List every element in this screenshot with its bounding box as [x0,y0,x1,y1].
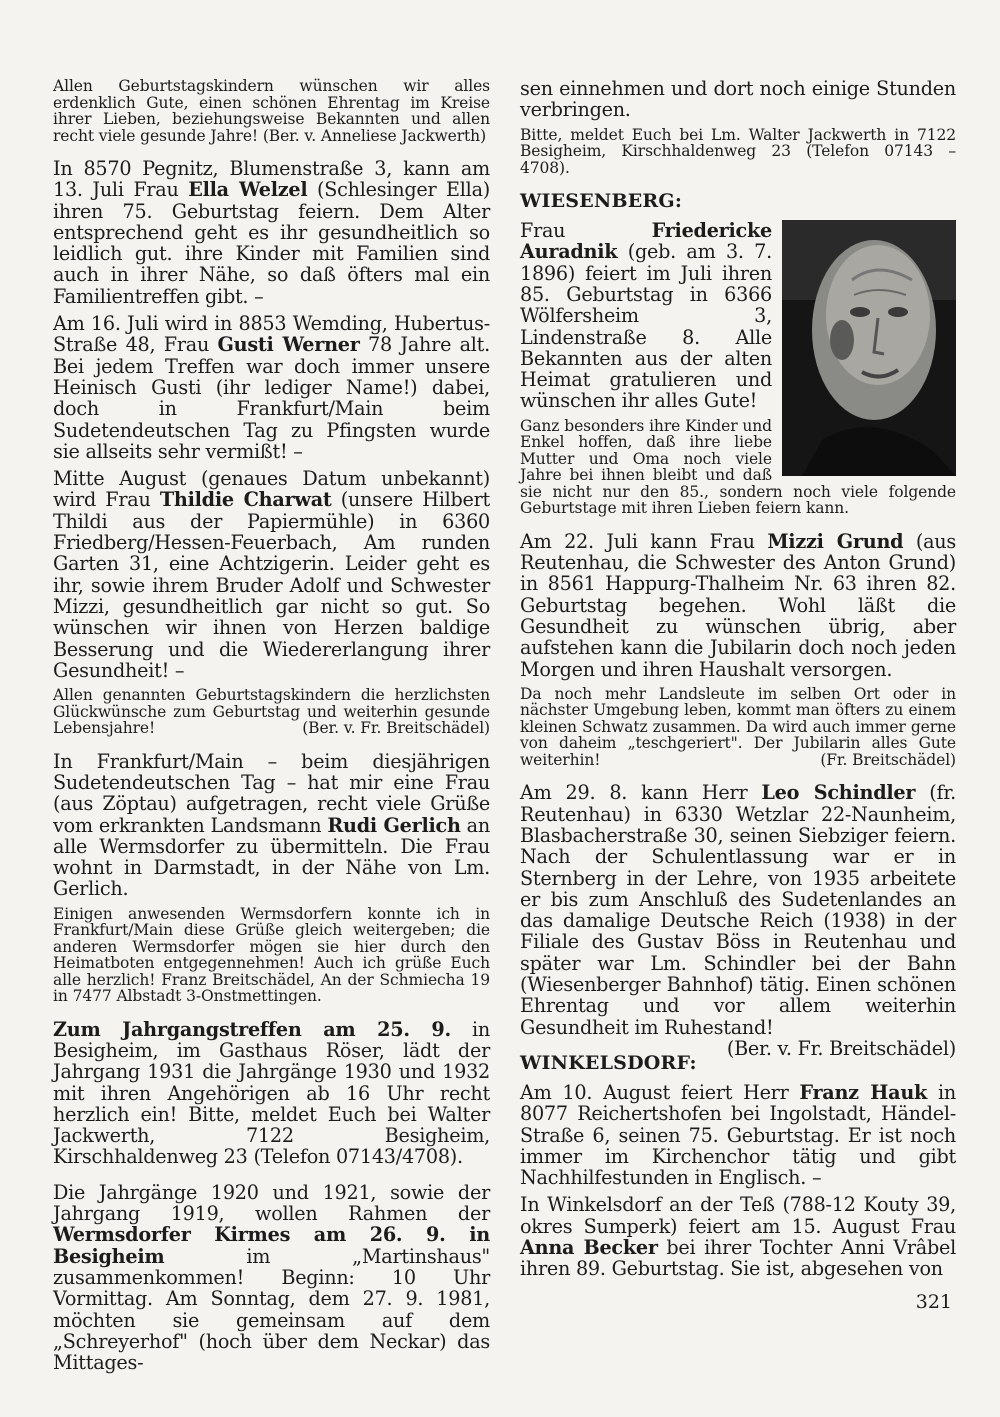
name-friedericke-auradnik: Friedericke Auradnik [520,219,772,264]
entry-leo-schindler: Am 29. 8. kann Herr Leo Schindler (fr. Reutenhau) in 6330 Wetzlar 22-Naunheim, Blasbacherstraße 30, seinen Siebziger feiern. Nach der Schulentlassung war er in Sternberg in der Lehre, von 1935 arbeitete er bis zum Anschluß des Sudetenlandes an das damalige Deutsche Reich (1938) in der Filiale des Gustav Böss in Reutenhau und später war Lm. Schindler bei der Bahn (Wiesenberger Bahnhof) tätig. Einen schönen Ehrentag und vor allem weiterhin Gesundheit im Ruhestand! (Ber. v. Fr. Breitschädel) [520,781,956,1060]
entry-mizzi-grund: Am 22. Juli kann Frau Mizzi Grund (aus Reutenhau, die Schwester des Anton Grund) in 8561 Happurg-Thalheim Nr. 63 ihren 82. Geburtstag begehen. Wohl läßt die Gesundheit zu wünschen übrig, aber aufstehen kann die Jubilarin doch noch jeden Morgen und ihren Haushalt versorgen. [520,529,956,681]
jahrgangstreffen-heading: Zum Jahrgangstreffen am 25. 9. [53,1017,451,1041]
greeting-paragraph: Allen genannten Geburtstagskindern die herzlichsten Glückwünsche zum Geburtstag und weiterhin gesunde Lebensjahre! (Ber. v. Fr. Breitschädel) [53,686,490,738]
entry-rudi-gerlich: In Frankfurt/Main – beim diesjährigen Sudetendeutschen Tag – hat mir eine Frau (aus Zöptau) aufgetragen, recht viele Grüße vom erkrankten Landsmann Rudi Gerlich an alle Wermsdorfer zu übermitteln. Die Frau wohnt in Darmstadt, in der Nähe von Lm. Gerlich. [53,749,490,901]
signature: (Ber. v. Fr. Breitschädel) [726,1036,956,1060]
family-wishes-note: Ganz besonders ihre Kinder und Enkel hoffen, daß ihre liebe Mutter und Oma noch viele Jahre bei ihnen bleibt und daß sie nicht nur den 85., sondern noch viele folgende Geburtstage mit ihren Lieben feiern kann. [520,416,956,518]
name-mizzi-grund: Mizzi Grund [767,529,904,553]
name-leo-schindler: Leo Schindler [761,781,916,805]
entry-anna-becker: In Winkelsdorf an der Teß (788-12 Kouty 39, okres Sumperk) feiert am 15. August Frau Anna Becker bei ihrer Tochter Anni Vrâbel ihren 89. Geburtstag. Sie ist, abgesehen von [520,1193,956,1281]
section-heading-wiesenberg: WIESENBERG: [520,190,683,213]
continued-paragraph: sen einnehmen und dort noch einige Stunden verbringen. [520,77,956,122]
name-ella-welzel: Ella Welzel [188,178,308,202]
page-number: 321 [915,1291,952,1313]
name-rudi-gerlich: Rudi Gerlich [327,813,461,837]
right-column [520,78,956,1286]
greetings-note: Einigen anwesenden Wermsdorfern konnte ich in Frankfurt/Main diese Grüße gleich weitergeben; die anderen Wermsdorfer mögen sie hier durch den Heimatboten entgegennehmen! Auch ich grüße Euch alle herzlich! Franz Breitschädel, An der Schmiecha 19 in 7477 Albstadt 3-Onstmettingen. [53,904,490,1006]
signature: (Ber. v. Fr. Breitschädel) [302,719,490,738]
kirmes-heading: Wermsdorfer Kirmes am 26. 9. in Besigheim [53,1223,490,1268]
neighbours-note: Da noch mehr Landsleute im selben Ort oder in nächster Umgebung leben, kommt man öfters zu einem kleinen Schwatz zusammen. Da wird auch immer gerne von daheim „teschgeriert". Der Jubilarin alles Gute weiterhin! (Fr. Breitschädel) [520,684,956,769]
name-franz-hauk: Franz Hauk [799,1080,928,1104]
contact-note: Bitte, meldet Euch bei Lm. Walter Jackwerth in 7122 Besigheim, Kirschhaldenweg 23 (Telefon 07143 – 4708). [520,125,956,177]
entry-friedericke-auradnik: Frau Friedericke Auradnik (geb. am 3. 7. 1896) feiert im Juli ihren 85. Geburtstag in 6366 Wölfersheim 3, Lindenstraße 8. Alle Bekannten aus der alten Heimat gratulieren und wünschen ihr alles Gute! [520,219,772,413]
left-column [53,78,490,1379]
kirmes-notice: Die Jahrgänge 1920 und 1921, sowie der Jahrgang 1919, wollen Rahmen der Wermsdorfer Kirmes am 26. 9. in Besigheim im „Martinshaus" zusammenkommen! Beginn: 10 Uhr Vormittag. Am Sonntag, dem 27. 9. 1981, möchten sie gemeinsam auf dem „Schreyerhof" (hoch über dem Neckar) das Mittages- [53,1180,490,1375]
jahrgangstreffen-notice: Zum Jahrgangstreffen am 25. 9. in Besigheim, im Gasthaus Röser, lädt der Jahrgang 1931 die Jahrgänge 1930 und 1932 mit ihren Angehörigen ab 16 Uhr recht herzlich ein! Bitte, meldet Euch bei Walter Jackwerth, 7122 Besigheim, Kirschhaldenweg 23 (Telefon 07143/4708). [53,1017,490,1169]
name-anna-becker: Anna Becker [520,1235,658,1259]
signature: (Fr. Breitschädel) [820,750,956,769]
section-heading-winkelsdorf: WINKELSDORF: [520,1051,697,1074]
entry-gusti-werner: Am 16. Juli wird in 8853 Wemding, Hubertus-Straße 48, Frau Gusti Werner 78 Jahre alt. Bei jedem Treffen war doch immer unsere Heinisch Gusti (ihr lediger Name!) dabei, doch in Frankfurt/Main beim Sudetendeutschen Tag zu Pfingsten wurde sie allseits sehr vermißt! – [53,312,490,463]
entry-ella-welzel: In 8570 Pegnitz, Blumenstraße 3, kann am 13. Juli Frau Ella Welzel (Schlesinger Ella) ihren 75. Geburtstag feiern. Dem Alter entsprechend geht es ihr gesundheitlich so leidlich gut. ihre Kinder mit Familien sind auch in ihrer Nähe, so daß öfters mal ein Familientreffen gibt. – [53,157,490,308]
portrait-photo [782,220,956,476]
intro-paragraph: Allen Geburtstagskindern wünschen wir alles erdenklich Gute, einen schönen Ehrentag im Kreise ihrer Lieben, beziehungsweise Bekannten und allen recht viele gesunde Jahre! (Ber. v. Anneliese Jackwerth) [53,77,490,145]
entry-franz-hauk: Am 10. August feiert Herr Franz Hauk in 8077 Reichertshofen bei Ingolstadt, Händel-Straße 6, seinen 75. Geburtstag. Er ist noch immer im Kirchenchor tätig und gibt Nachhilfestunden in Englisch. – [520,1080,956,1190]
name-gusti-werner: Gusti Werner [217,333,360,357]
entry-thildie-charwat: Mitte August (genaues Datum unbekannt) wird Frau Thildie Charwat (unsere Hilbert Thildi aus der Papiermühle) in 6360 Friedberg/Hessen-Feuerbach, Am runden Garten 31, eine Achtzigerin. Leider geht es ihr, sowie ihrem Bruder Adolf und Schwester Mizzi, gesundheitlich gar nicht so gut. So wünschen wir ihnen von Herzen baldige Besserung und die Wiedererlangung ihrer Gesundheit! – [53,467,490,682]
name-thildie-charwat: Thildie Charwat [159,488,332,512]
